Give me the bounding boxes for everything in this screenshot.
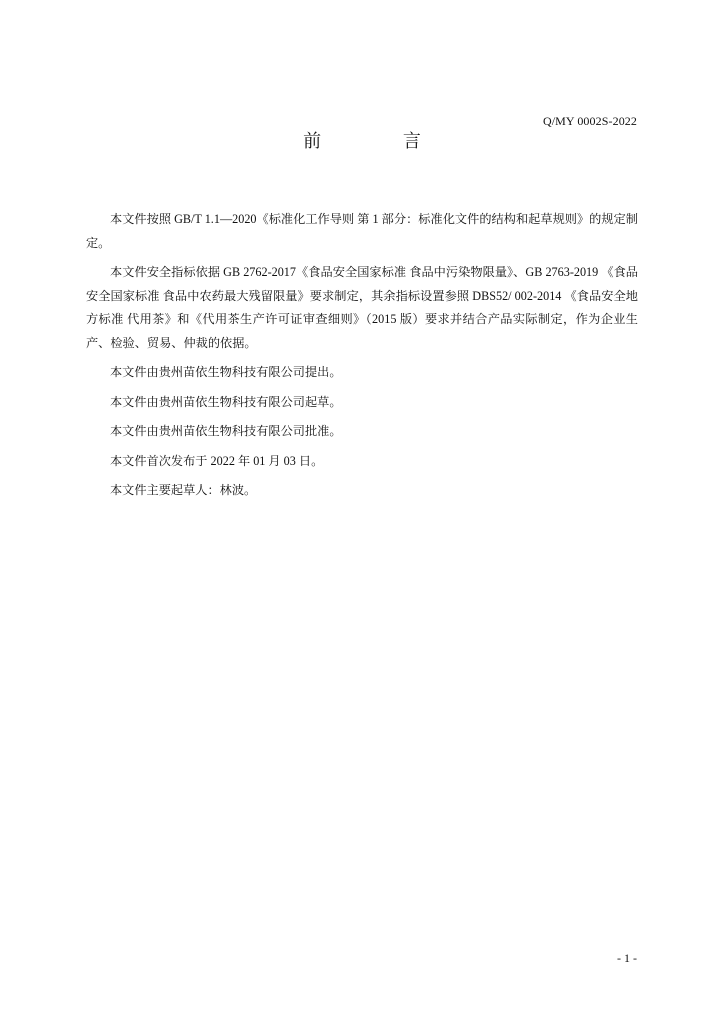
document-body [86, 208, 638, 509]
page-number: - 1 - [617, 951, 637, 965]
paragraph-first-release: 本文件首次发布于 2022 年 01 月 03 日。 [110, 453, 324, 468]
paragraph-approved-by: 本文件由贵州苗依生物科技有限公司批准。 [110, 424, 342, 438]
document-code: Q/MY 0002S-2022 [542, 114, 637, 128]
paragraph-main-drafter: 本文件主要起草人：林波。 [110, 483, 257, 497]
page-title: 前 言 [303, 131, 459, 152]
paragraph-proposed-by: 本文件由贵州苗依生物科技有限公司提出。 [110, 365, 342, 379]
paragraph-drafting-rules: 本文件按照 GB/T 1.1—2020《标准化工作导则 第 1 部分：标准化文件的结构和起草规则》的规定制定。 [86, 212, 638, 250]
paragraph-drafted-by: 本文件由贵州苗依生物科技有限公司起草。 [110, 394, 342, 409]
paragraph-safety-indicators: 本文件安全指标依据 GB 2762-2017《食品安全国家标准 食品中污染物限量》、GB 2763-2019 《食品安全国家标准 食品中农药最大残留限量》要求制定，其余指标设置参照 DBS52/ 002-2014 《食品安全地方标准 代用茶》和《代用茶生产许可证审查细则》（2015 版）要求并结合产品实际制定，作为企业生产、检验、贸易、仲裁的依据。 [86, 265, 638, 350]
